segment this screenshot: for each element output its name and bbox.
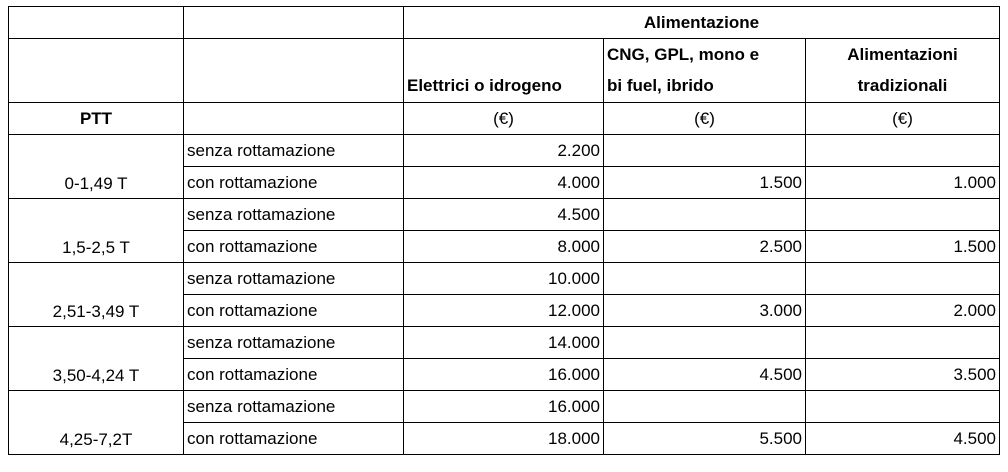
con-rottamazione-label: con rottamazione bbox=[184, 231, 404, 263]
header-empty-cell bbox=[184, 39, 404, 71]
column-header-cng-line2: bi fuel, ibrido bbox=[604, 71, 806, 103]
header-empty-cell bbox=[9, 7, 184, 39]
ptt-range-cell: 1,5-2,5 T bbox=[9, 199, 184, 263]
senza-elettrici-value: 10.000 bbox=[404, 263, 604, 295]
con-elettrici-value: 16.000 bbox=[404, 359, 604, 391]
unit-label-cng: (€) bbox=[604, 103, 806, 135]
con-rottamazione-label: con rottamazione bbox=[184, 359, 404, 391]
senza-rottamazione-label: senza rottamazione bbox=[184, 263, 404, 295]
column-header-tradizionali-line2: tradizionali bbox=[806, 71, 1000, 103]
con-cng-value: 2.500 bbox=[604, 231, 806, 263]
senza-tradizionali-empty bbox=[806, 263, 1000, 295]
con-cng-value: 3.000 bbox=[604, 295, 806, 327]
table-row bbox=[9, 199, 1000, 231]
header-row-3 bbox=[9, 71, 1000, 103]
senza-elettrici-value: 2.200 bbox=[404, 135, 604, 167]
column-header-cng-line1: CNG, GPL, mono e bbox=[604, 39, 806, 71]
table-row bbox=[9, 135, 1000, 167]
header-empty-cell bbox=[9, 71, 184, 103]
senza-tradizionali-empty bbox=[806, 327, 1000, 359]
table-row bbox=[9, 327, 1000, 359]
senza-rottamazione-label: senza rottamazione bbox=[184, 327, 404, 359]
table-row bbox=[9, 391, 1000, 423]
group-header-alimentazione: Alimentazione bbox=[404, 7, 1000, 39]
senza-rottamazione-label: senza rottamazione bbox=[184, 391, 404, 423]
header-empty-cell bbox=[184, 71, 404, 103]
column-header-ptt: PTT bbox=[9, 103, 184, 135]
con-tradizionali-value: 3.500 bbox=[806, 359, 1000, 391]
con-rottamazione-label: con rottamazione bbox=[184, 167, 404, 199]
header-row-1 bbox=[9, 7, 1000, 39]
header-empty-cell bbox=[9, 39, 184, 71]
column-header-tradizionali-line1: Alimentazioni bbox=[806, 39, 1000, 71]
senza-rottamazione-label: senza rottamazione bbox=[184, 199, 404, 231]
con-cng-value: 4.500 bbox=[604, 359, 806, 391]
unit-label-tradizionali: (€) bbox=[806, 103, 1000, 135]
header-empty-cell bbox=[184, 103, 404, 135]
senza-tradizionali-empty bbox=[806, 391, 1000, 423]
senza-rottamazione-label: senza rottamazione bbox=[184, 135, 404, 167]
senza-cng-empty bbox=[604, 135, 806, 167]
senza-elettrici-value: 16.000 bbox=[404, 391, 604, 423]
ptt-range-cell: 0-1,49 T bbox=[9, 135, 184, 199]
con-tradizionali-value: 1.000 bbox=[806, 167, 1000, 199]
column-header-elettrici: Elettrici o idrogeno bbox=[404, 71, 604, 103]
senza-tradizionali-empty bbox=[806, 135, 1000, 167]
ptt-range-cell: 4,25-7,2T bbox=[9, 391, 184, 455]
con-rottamazione-label: con rottamazione bbox=[184, 423, 404, 455]
header-empty-cell bbox=[184, 7, 404, 39]
con-cng-value: 1.500 bbox=[604, 167, 806, 199]
ptt-range-cell: 2,51-3,49 T bbox=[9, 263, 184, 327]
header-row-2 bbox=[9, 39, 1000, 71]
incentive-table bbox=[8, 6, 1000, 455]
table-row bbox=[9, 263, 1000, 295]
senza-elettrici-value: 4.500 bbox=[404, 199, 604, 231]
con-rottamazione-label: con rottamazione bbox=[184, 295, 404, 327]
con-elettrici-value: 12.000 bbox=[404, 295, 604, 327]
header-empty-cell bbox=[404, 39, 604, 71]
con-tradizionali-value: 4.500 bbox=[806, 423, 1000, 455]
senza-cng-empty bbox=[604, 199, 806, 231]
ptt-range-cell: 3,50-4,24 T bbox=[9, 327, 184, 391]
con-cng-value: 5.500 bbox=[604, 423, 806, 455]
unit-label-elettrici: (€) bbox=[404, 103, 604, 135]
header-row-units bbox=[9, 103, 1000, 135]
senza-cng-empty bbox=[604, 391, 806, 423]
con-elettrici-value: 8.000 bbox=[404, 231, 604, 263]
senza-elettrici-value: 14.000 bbox=[404, 327, 604, 359]
con-elettrici-value: 18.000 bbox=[404, 423, 604, 455]
con-tradizionali-value: 1.500 bbox=[806, 231, 1000, 263]
senza-cng-empty bbox=[604, 263, 806, 295]
con-elettrici-value: 4.000 bbox=[404, 167, 604, 199]
senza-cng-empty bbox=[604, 327, 806, 359]
con-tradizionali-value: 2.000 bbox=[806, 295, 1000, 327]
senza-tradizionali-empty bbox=[806, 199, 1000, 231]
